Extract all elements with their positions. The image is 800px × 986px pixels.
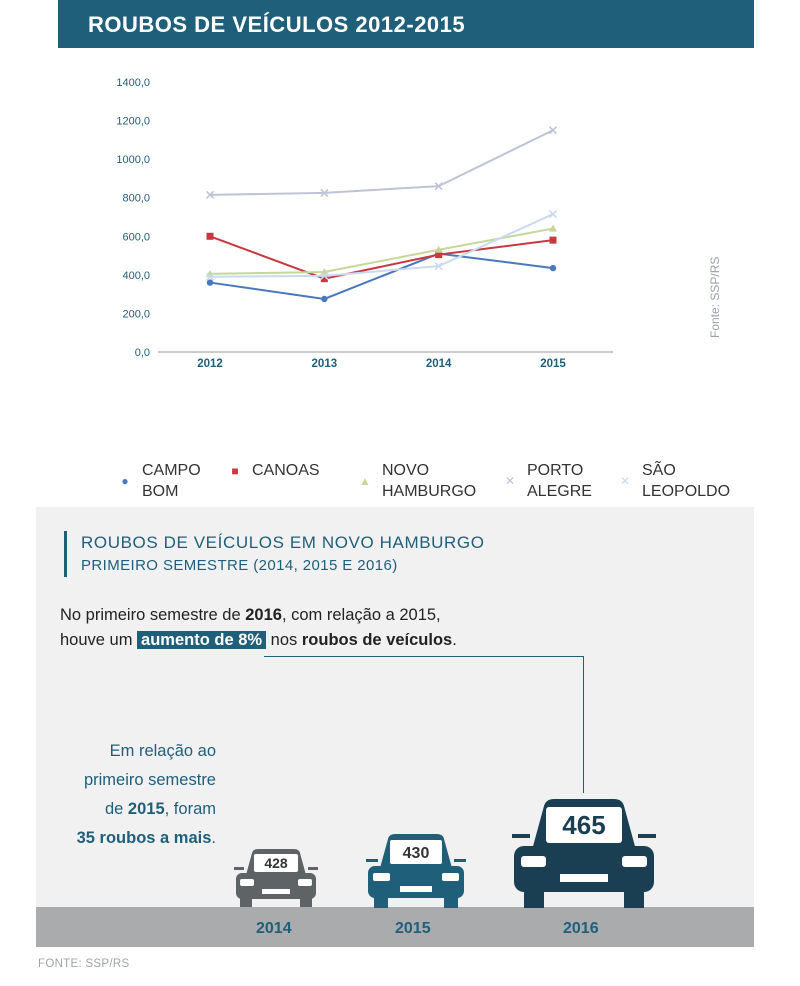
note-text: Em relação ao — [109, 742, 216, 760]
legend-marker-icon: ✕ — [619, 474, 631, 488]
connector-line — [583, 656, 584, 793]
note-bold: 2015 — [127, 800, 165, 818]
page-title: ROUBOS DE VEÍCULOS 2012-2015 — [88, 12, 466, 37]
chart-source: Fonte: SSP/RS — [708, 256, 722, 338]
legend-item — [358, 460, 476, 502]
x-tick-label: 2012 — [197, 358, 223, 370]
car-icon-2016 — [512, 794, 656, 909]
stmt-text: . — [452, 631, 457, 649]
stmt-text: , com relação a 2015, — [281, 606, 441, 624]
data-point-2-3 — [549, 225, 557, 232]
legend-marker-icon: ■ — [231, 463, 239, 478]
x-tick-label: 2014 — [425, 358, 452, 370]
data-point-1-0 — [207, 233, 214, 240]
data-point-0-1 — [321, 296, 327, 302]
section-heading — [64, 531, 485, 577]
year-label-2014: 2014 — [256, 920, 292, 937]
data-point-1-3 — [550, 237, 557, 244]
car-icon-2015 — [366, 830, 466, 909]
note-bold: 35 roubos a mais — [76, 829, 212, 847]
legend-item — [503, 460, 592, 502]
legend-item — [618, 460, 730, 502]
novo-hamburgo-section — [36, 507, 754, 947]
y-tick-label: 600,0 — [122, 231, 150, 244]
y-tick-label: 1200,0 — [116, 115, 150, 128]
note-text: primeiro semestre — [83, 771, 216, 789]
stmt-bold: roubos de veículos — [301, 631, 453, 649]
stmt-text: nos — [266, 631, 302, 649]
legend-label: CANOAS — [252, 462, 320, 479]
car-icon-2014 — [234, 845, 318, 909]
legend-marker-icon: ▲ — [359, 474, 371, 488]
year-label-2015: 2015 — [395, 920, 431, 937]
y-tick-label: 1400,0 — [116, 77, 150, 89]
statement — [60, 603, 660, 653]
y-tick-label: 200,0 — [122, 308, 150, 321]
section-title: ROUBOS DE VEÍCULOS EM NOVO HAMBURGO — [81, 533, 485, 552]
side-note — [46, 737, 216, 853]
note-text: , foram — [164, 800, 216, 818]
series-line-3 — [210, 130, 553, 195]
footer-source: FONTE: SSP/RS — [38, 958, 130, 970]
legend-marker-icon: ● — [121, 474, 129, 488]
chart-svg — [58, 48, 754, 408]
data-point-4-3 — [550, 211, 557, 218]
legend-marker-icon: ✕ — [504, 474, 516, 488]
note-text: de — [104, 800, 128, 818]
y-tick-label: 400,0 — [122, 269, 150, 282]
header-bar — [58, 0, 754, 48]
car-value-2016: 465 — [562, 810, 606, 840]
legend-item — [118, 460, 201, 502]
stmt-text: houve um — [60, 631, 138, 649]
stmt-year: 2016 — [245, 606, 282, 624]
car-value-2014: 428 — [264, 855, 288, 871]
line-chart — [58, 48, 754, 506]
legend-label: SÃO LEOPOLDO — [642, 462, 731, 500]
stmt-text: No primeiro semestre de — [60, 606, 246, 624]
x-tick-label: 2013 — [311, 358, 338, 370]
y-tick-label: 800,0 — [122, 192, 150, 205]
legend-label: PORTO ALEGRE — [527, 462, 592, 500]
legend-label: NOVO HAMBURGO — [382, 462, 477, 500]
increase-highlight: aumento de 8% — [137, 631, 266, 649]
year-label-2016: 2016 — [563, 920, 599, 937]
legend-item — [228, 460, 320, 481]
y-tick-label: 0,0 — [134, 347, 150, 359]
legend-label: CAMPO BOM — [142, 462, 201, 500]
y-tick-label: 1000,0 — [116, 154, 150, 167]
connector-line — [264, 656, 584, 657]
car-value-2015: 430 — [402, 845, 430, 862]
x-tick-label: 2015 — [540, 358, 566, 370]
data-point-3-3 — [550, 127, 557, 134]
note-text: . — [211, 829, 216, 847]
data-point-0-0 — [207, 279, 213, 285]
section-subtitle: PRIMEIRO SEMESTRE (2014, 2015 E 2016) — [81, 557, 398, 574]
data-point-0-3 — [550, 265, 556, 271]
